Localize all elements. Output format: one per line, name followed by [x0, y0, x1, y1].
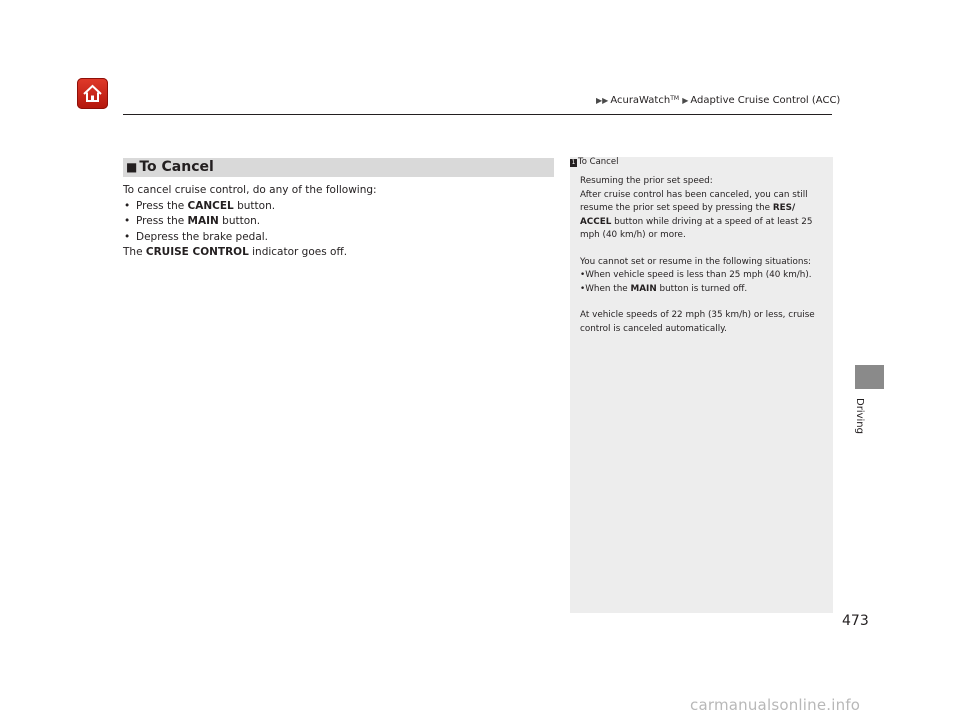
header-divider — [123, 114, 832, 115]
outro-text: The CRUISE CONTROL indicator goes off. — [123, 246, 348, 258]
bullet-icon: • — [124, 199, 131, 212]
sidebar-note-text: Resuming the prior set speed: After cruise control has been canceled, you can still resume the prior set speed by pressing the RES/ ACCEL button while driving at a speed of at least 25 mph (40 km/h) or more. You cannot set or resume in the following situations: •When vehicle speed is less than 25 mph (40 km/h). •When the MAIN button is turned off. At vehicle speeds of 22 mph (35 km/h) or less, cruise control is canceled automatically. — [580, 175, 830, 336]
page-number: 473 — [842, 613, 869, 629]
bullet-icon: • — [580, 270, 586, 280]
list-item: • Depress the brake pedal. — [123, 230, 543, 246]
cancel-button-label: CANCEL — [187, 199, 234, 212]
sidebar-note-heading: 1 To Cancel — [571, 157, 619, 167]
breadcrumb — [596, 95, 840, 106]
section-marker-icon: ■ — [126, 160, 138, 174]
cruise-control-indicator-label: CRUISE CONTROL — [145, 246, 249, 258]
note-icon: 1 — [571, 159, 576, 166]
breadcrumb-arrow-icon: ▶ — [682, 96, 689, 105]
breadcrumb-arrow-icon: ▶▶ — [596, 96, 609, 105]
bullet-icon: • — [124, 215, 131, 227]
list-item: •When the MAIN button is turned off. — [580, 283, 748, 294]
section-title-text: To Cancel — [139, 159, 214, 175]
list-item: •When vehicle speed is less than 25 mph (40 km/h). — [580, 270, 812, 280]
main-button-label: MAIN — [187, 215, 219, 227]
breadcrumb-item-acc[interactable]: Adaptive Cruise Control (ACC) — [690, 95, 841, 106]
home-icon — [81, 82, 104, 105]
watermark: carmanualsonline.info — [690, 696, 861, 714]
list-item: • Press the CANCEL button. — [123, 199, 543, 215]
breadcrumb-item-acurawatch[interactable]: AcuraWatch — [610, 95, 671, 106]
home-button[interactable] — [77, 78, 108, 109]
section-title — [126, 158, 214, 177]
main-body-text — [123, 183, 543, 261]
bullet-icon: • — [580, 283, 586, 294]
bullet-icon: • — [124, 230, 131, 243]
trademark-mark: TM — [670, 95, 680, 102]
intro-text: To cancel cruise control, do any of the following: — [123, 184, 377, 196]
chapter-tab-label: Driving — [854, 398, 865, 434]
chapter-tab-driving[interactable] — [855, 365, 884, 389]
list-item: • Press the MAIN button. — [123, 214, 543, 230]
